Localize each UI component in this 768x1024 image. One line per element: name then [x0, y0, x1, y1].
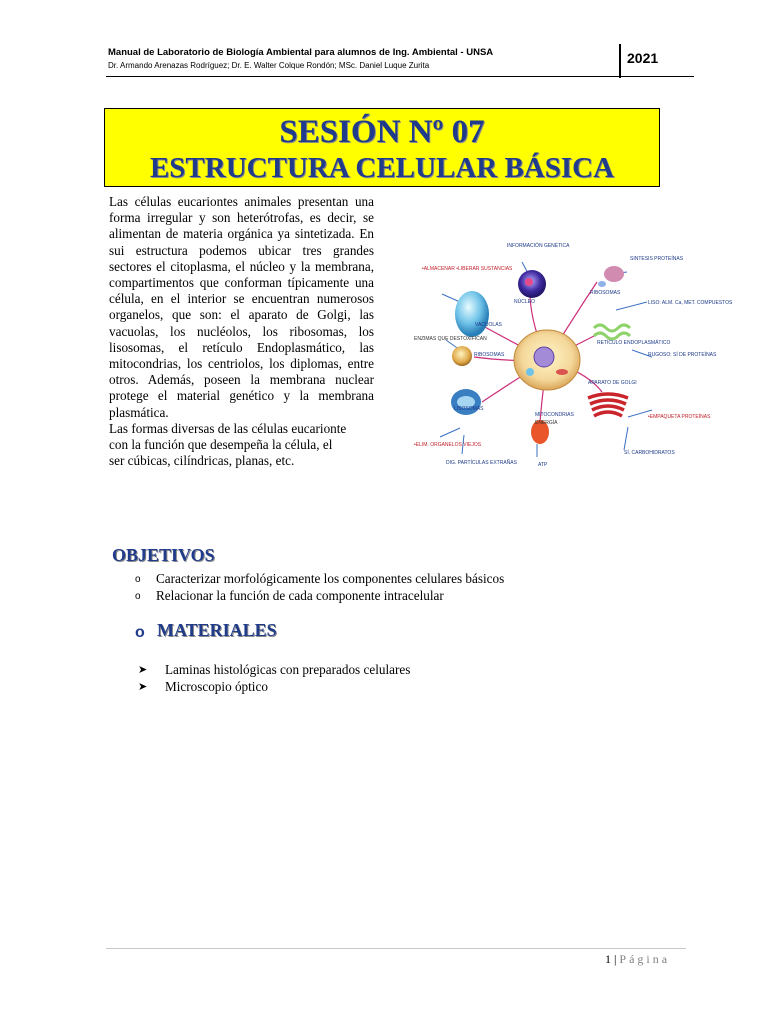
session-banner: [104, 108, 660, 187]
header-rule: [106, 76, 694, 77]
label-reticulo: RETÍCULO ENDOPLASMÁTICO: [597, 340, 671, 346]
page-separator: |: [611, 952, 620, 966]
intro-line-b: con la función que desempeña la célula, el: [109, 437, 333, 453]
page-number: 1: [605, 952, 611, 966]
label-ribosomas: RIBOSOMAS: [474, 352, 505, 358]
materiales-heading: MATERIALES: [157, 620, 277, 640]
objetivo-item-1: Caracterizar morfológicamente los componentes celulares básicos: [156, 571, 505, 586]
material-item-2: Microscopio óptico: [165, 679, 268, 694]
vacuole-image: [455, 291, 489, 337]
label-empaqueta: •EMPAQUETA PROTEÍNAS: [648, 414, 711, 420]
label-golgi: APARATO DE GOLGI: [588, 380, 637, 386]
material-item-1: Laminas histológicas con preparados celulares: [165, 662, 411, 677]
objetivos-bullet-1: o: [135, 574, 141, 585]
page-footer: [605, 952, 670, 967]
label-rugoso: RUGOSO: SÍ DE PROTEÍNAS: [648, 352, 717, 358]
header-title: Manual de Laboratorio de Biología Ambiental para alumnos de Ing. Ambiental - UNSA: [108, 47, 494, 58]
label-enzimas: ENZIMAS QUE DESTOXIFICAN: [414, 336, 487, 342]
label-mitocondrias: MITOCONDRIAS: [535, 412, 574, 418]
materiales-arrow-1: ➤: [138, 663, 148, 676]
label-atp: ATP: [538, 462, 548, 468]
cell-nucleus: [534, 347, 554, 367]
ribosome-image: [452, 346, 472, 366]
intro-text: [109, 194, 385, 516]
cell-mitochondrion: [556, 369, 568, 375]
label-energia: ENERGÍA: [535, 420, 558, 426]
label-almacenar: •ALMACENAR •LIBERAR SUSTANCIAS: [422, 266, 513, 272]
label-elim: •ELIM. ORGANELOS VIEJOS: [414, 442, 482, 448]
label-carbo: SÍ. CARBOHIDRATOS: [624, 450, 675, 456]
protein-image: [604, 266, 624, 282]
label-vacuolas: VACUOLAS: [475, 322, 502, 328]
page-word: Página: [619, 952, 671, 966]
materiales-arrow-2: ➤: [138, 680, 148, 693]
intro-paragraph: Las células eucariontes animales presentan una forma irregular y son heterótrofas, es decir, se alimentan de materia orgánica ya sintetizada. En sui estructura podemos ubicar tres grandes sectores el citoplasma, el núcleo y la membrana, compartimentos que conforman típicamente una célula, en el interior se encuentran numerosos organelos, que son: el aparato de Golgi, las vacuolas, los nucléolos, los ribosomas, los lisosomas, el retículo Endoplasmático, las mitocondrias, los centriolos, los diplomas, entre otros. Además, poseen la membrana nuclear protege el material genético y la membrana plasmática.: [109, 194, 374, 420]
label-sintesis: SINTESIS PROTEÍNAS: [630, 256, 684, 262]
materiales-bullet: o: [135, 624, 145, 641]
session-title: ESTRUCTURA CELULAR BÁSICA: [149, 152, 615, 184]
header-divider: [619, 44, 621, 78]
label-info: INFORMACIÓN GENÉTICA: [507, 243, 570, 249]
objetivo-item-2: Relacionar la función de cada componente intracelular: [156, 588, 444, 603]
label-dig: DIG. PARTÍCULAS EXTRAÑAS: [446, 460, 517, 466]
header-authors: Dr. Armando Arenazas Rodríguez; Dr. E. Walter Colque Rondón; MSc. Daniel Luque Zurita: [108, 61, 430, 70]
label-liso: LISO: ALM. Ca, MET. COMPUESTOS: [648, 300, 733, 306]
session-number: SESIÓN Nº 07: [279, 114, 485, 150]
label-ribosomas-top: RIBOSOMAS: [590, 290, 621, 296]
cell-diagram: [402, 232, 733, 480]
er-image: [594, 325, 630, 339]
golgi-image: [588, 394, 628, 416]
objetivos-bullet-2: o: [135, 591, 141, 602]
header-year: 2021: [627, 50, 659, 66]
footer-rule: [106, 948, 686, 949]
objetivos-heading: OBJETIVOS: [112, 545, 215, 565]
ribosome-top-image: [598, 281, 606, 287]
nucleolus-image: [525, 278, 533, 286]
intro-line-c: ser cúbicas, cilíndricas, planas, etc.: [109, 453, 295, 469]
cell-vacuole: [526, 368, 534, 376]
label-nucleo: NÚCLEO: [514, 299, 535, 305]
label-lisosomas: LISOSOMAS: [454, 406, 484, 412]
intro-line-a: Las formas diversas de las células eucarionte: [109, 420, 347, 436]
